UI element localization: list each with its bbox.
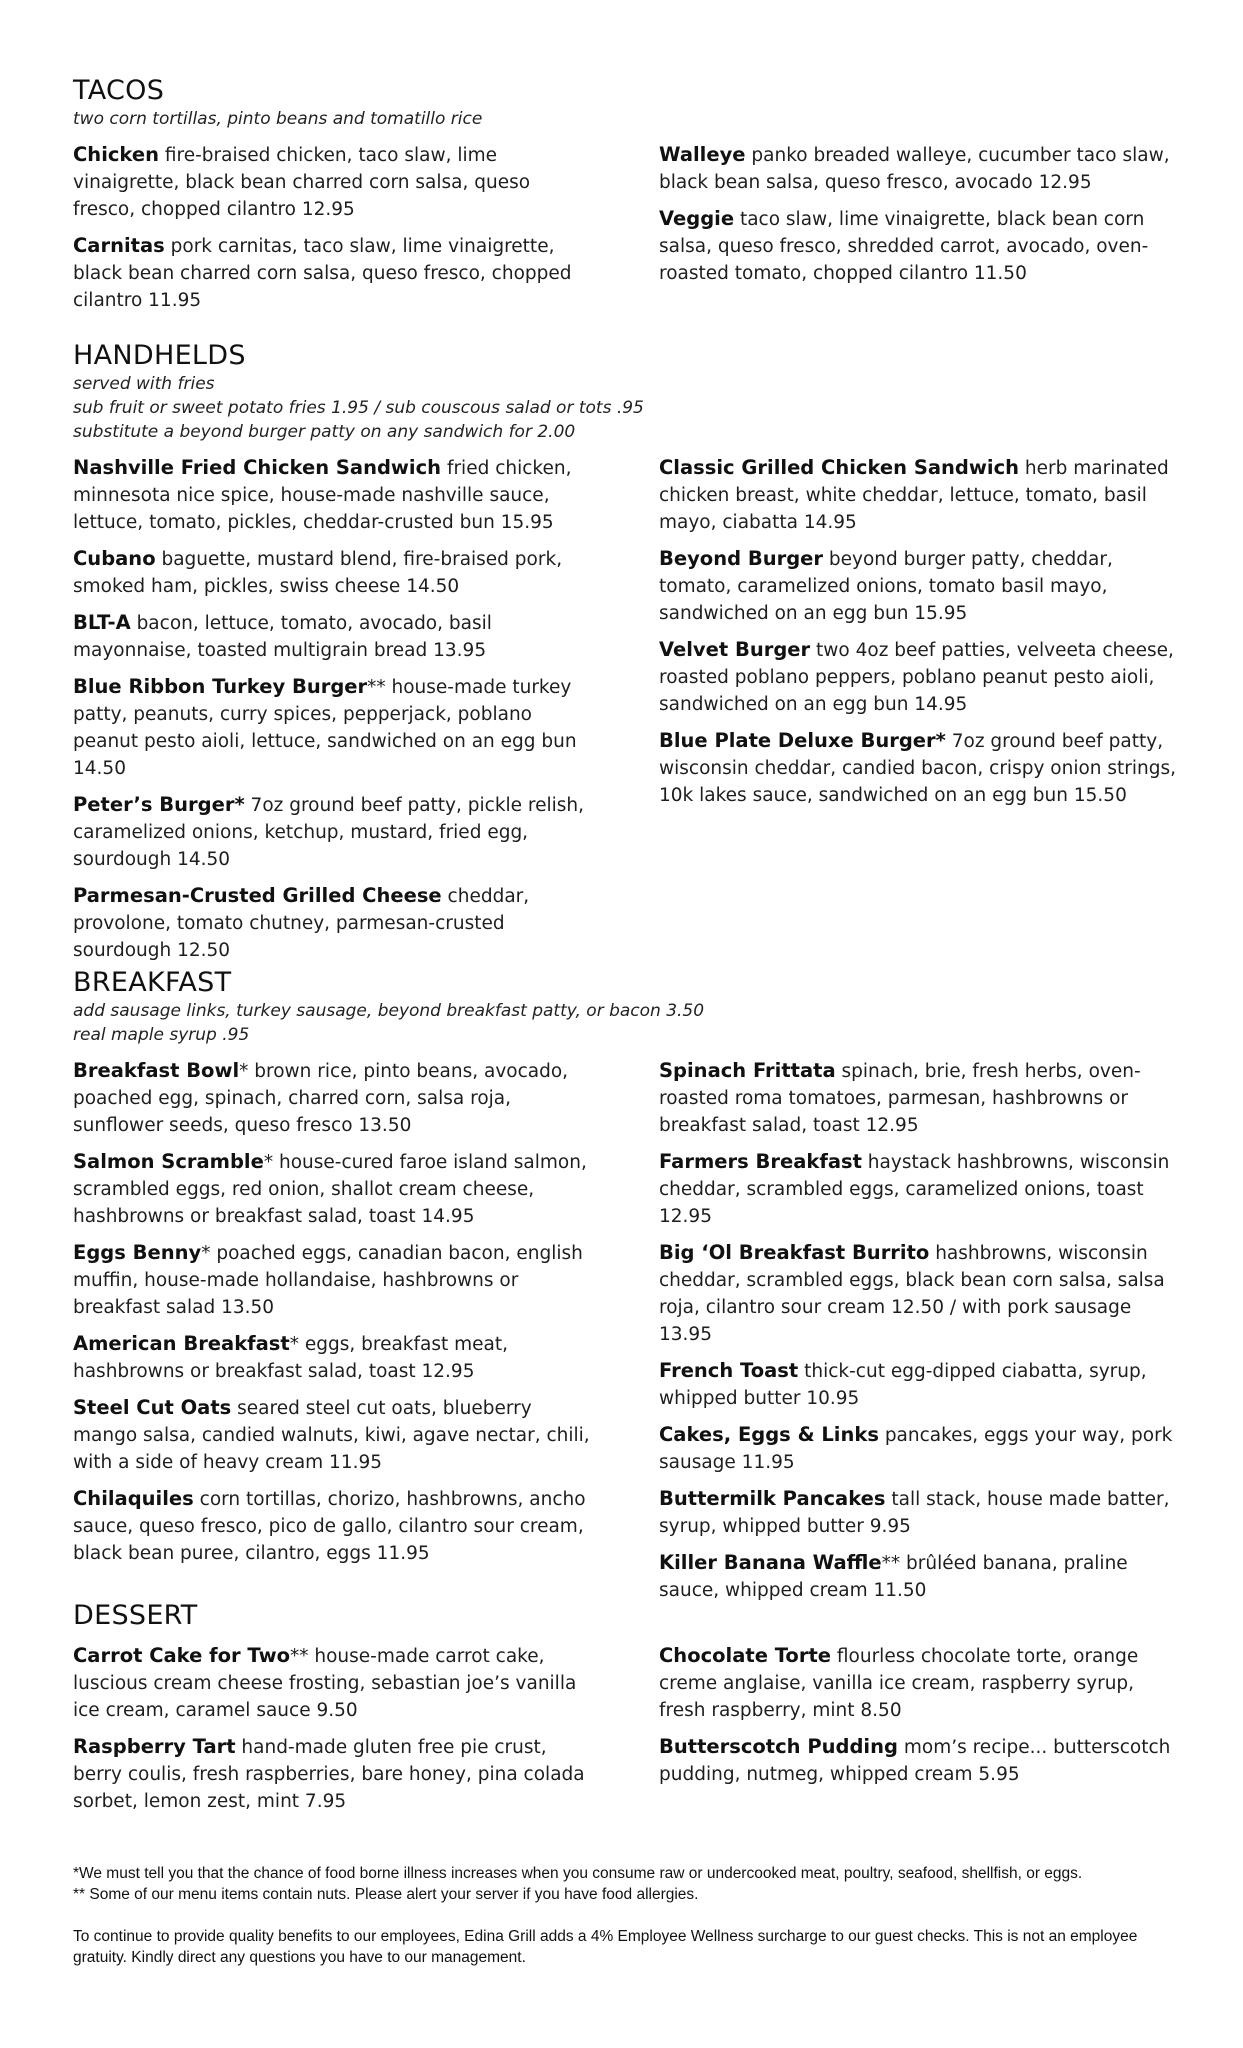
item-name: Peter’s Burger* bbox=[73, 793, 245, 816]
item-description: spinach, brie, fresh herbs, oven-roasted roma tomatoes, parmesan, hashbrowns or breakfast salad, toast 12.95 bbox=[659, 1061, 1141, 1136]
right-column bbox=[659, 1057, 1179, 1613]
item-description: mom’s recipe... butterscotch pudding, nutmeg, whipped cream 5.95 bbox=[659, 1737, 1171, 1785]
item-name: Killer Banana Waffle bbox=[659, 1551, 882, 1574]
section-note: substitute a beyond burger patty on any sandwich for 2.00 bbox=[73, 422, 576, 442]
section-note: two corn tortillas, pinto beans and tomatillo rice bbox=[73, 109, 483, 129]
nut-allergy-warning: ** Some of our menu items contain nuts. Please alert your server if you have food allergies. bbox=[73, 1886, 699, 1903]
menu-item bbox=[73, 1733, 593, 1815]
menu-item bbox=[73, 1057, 593, 1139]
item-description: ** house-made carrot cake, luscious cream cheese frosting, sebastian joe’s vanilla ice cream, caramel sauce 9.50 bbox=[73, 1646, 577, 1721]
item-description: fried chicken, minnesota nice spice, house-made nashville sauce, lettuce, tomato, pickles, cheddar-crusted bun 15.95 bbox=[73, 458, 572, 533]
left-column bbox=[73, 141, 593, 323]
item-name: French Toast bbox=[659, 1359, 799, 1382]
menu-item bbox=[73, 609, 593, 664]
section-breakfast bbox=[73, 967, 1183, 1601]
item-name: Butterscotch Pudding bbox=[659, 1735, 898, 1758]
item-name: Big ‘Ol Breakfast Burrito bbox=[659, 1241, 930, 1264]
menu-item bbox=[73, 1330, 593, 1385]
menu-item bbox=[659, 1057, 1179, 1139]
menu-item bbox=[659, 141, 1179, 196]
menu-item bbox=[659, 454, 1179, 536]
item-name: Salmon Scramble bbox=[73, 1150, 264, 1173]
item-name: Beyond Burger bbox=[659, 547, 823, 570]
menu-item bbox=[659, 1421, 1179, 1476]
item-description: * eggs, breakfast meat, hashbrowns or breakfast salad, toast 12.95 bbox=[73, 1334, 509, 1382]
menu-item bbox=[73, 1239, 593, 1321]
menu-item bbox=[659, 1357, 1179, 1412]
footer-gap bbox=[73, 1905, 1183, 1926]
item-description: herb marinated chicken breast, white cheddar, lettuce, tomato, basil mayo, ciabatta 14.95 bbox=[659, 458, 1169, 533]
item-name: Blue Ribbon Turkey Burger bbox=[73, 675, 368, 698]
menu-item bbox=[73, 673, 593, 782]
menu-item bbox=[659, 1239, 1179, 1348]
left-column bbox=[73, 1057, 593, 1576]
right-column bbox=[659, 454, 1179, 818]
section-handhelds bbox=[73, 340, 1183, 961]
menu-columns bbox=[73, 1057, 1183, 1601]
section-title: DESSERT bbox=[73, 1600, 198, 1631]
menu-item bbox=[73, 1394, 593, 1476]
item-description: beyond burger patty, cheddar, tomato, caramelized onions, tomato basil mayo, sandwiched on an egg bun 15.95 bbox=[659, 549, 1113, 624]
item-description: haystack hashbrowns, wisconsin cheddar, scrambled eggs, caramelized onions, toast 12.95 bbox=[659, 1152, 1170, 1227]
menu-item bbox=[73, 791, 593, 873]
foodborne-illness-warning: *We must tell you that the chance of food borne illness increases when you consume raw or undercooked meat, poultry, seafood, shellfish, or eggs. bbox=[73, 1865, 1083, 1882]
left-column bbox=[73, 1642, 593, 1824]
item-description: * poached eggs, canadian bacon, english muffin, house-made hollandaise, hashbrowns or breakfast salad 13.50 bbox=[73, 1243, 583, 1318]
section-title: HANDHELDS bbox=[73, 340, 246, 371]
right-column bbox=[659, 141, 1179, 296]
item-name: Farmers Breakfast bbox=[659, 1150, 862, 1173]
item-name: Carrot Cake for Two bbox=[73, 1644, 290, 1667]
item-description: ** brûléed banana, praline sauce, whipped cream 11.50 bbox=[659, 1553, 1128, 1601]
item-description: panko breaded walleye, cucumber taco slaw, black bean salsa, queso fresco, avocado 12.95 bbox=[659, 145, 1170, 193]
section-note: real maple syrup .95 bbox=[73, 1025, 250, 1045]
footer bbox=[73, 1863, 1183, 1968]
menu-item bbox=[73, 545, 593, 600]
wellness-surcharge-note: To continue to provide quality benefits to our employees, Edina Grill adds a 4% Employee Wellness surcharge to our guest checks. This is not an employee gratuity. Kindly direct any questions you have to our management. bbox=[73, 1928, 1138, 1966]
item-description: hashbrowns, wisconsin cheddar, scrambled eggs, black bean corn salsa, salsa roja, cilantro sour cream 12.50 / with pork sausage 13.95 bbox=[659, 1243, 1165, 1345]
item-description: 7oz ground beef patty, wisconsin cheddar, candied bacon, crispy onion strings, 10k lakes sauce, sandwiched on an egg bun 15.50 bbox=[659, 731, 1177, 806]
item-description: two 4oz beef patties, velveeta cheese, roasted poblano peppers, poblano peanut pesto aioli, sandwiched on an egg bun 14.95 bbox=[659, 640, 1174, 715]
right-column bbox=[659, 1642, 1179, 1797]
section-dessert bbox=[73, 1600, 1183, 1812]
item-description: 7oz ground beef patty, pickle relish, caramelized onions, ketchup, mustard, fried egg, sourdough 14.50 bbox=[73, 795, 585, 870]
menu-item bbox=[73, 1642, 593, 1724]
item-description: pork carnitas, taco slaw, lime vinaigrette, black bean charred corn salsa, queso fresco, chopped cilantro 11.95 bbox=[73, 236, 572, 311]
section-note: add sausage links, turkey sausage, beyond breakfast patty, or bacon 3.50 bbox=[73, 1001, 705, 1021]
item-description: flourless chocolate torte, orange creme anglaise, vanilla ice cream, raspberry syrup, fresh raspberry, mint 8.50 bbox=[659, 1646, 1139, 1721]
menu-item bbox=[659, 1549, 1179, 1604]
menu-item bbox=[659, 636, 1179, 718]
item-name: Carnitas bbox=[73, 234, 165, 257]
menu-columns bbox=[73, 141, 1183, 316]
item-name: Parmesan-Crusted Grilled Cheese bbox=[73, 884, 442, 907]
item-description: corn tortillas, chorizo, hashbrowns, ancho sauce, queso fresco, pico de gallo, cilantro sour cream, black bean puree, cilantro, eggs 11.95 bbox=[73, 1489, 586, 1564]
menu-item bbox=[659, 545, 1179, 627]
section-note: sub fruit or sweet potato fries 1.95 / sub couscous salad or tots .95 bbox=[73, 398, 644, 418]
item-description: hand-made gluten free pie crust, berry coulis, fresh raspberries, bare honey, pina colada sorbet, lemon zest, mint 7.95 bbox=[73, 1737, 585, 1812]
menu-item bbox=[73, 454, 593, 536]
item-name: Blue Plate Deluxe Burger* bbox=[659, 729, 946, 752]
item-name: Steel Cut Oats bbox=[73, 1396, 232, 1419]
item-name: Spinach Frittata bbox=[659, 1059, 836, 1082]
item-description: thick-cut egg-dipped ciabatta, syrup, whipped butter 10.95 bbox=[659, 1361, 1147, 1409]
item-description: taco slaw, lime vinaigrette, black bean corn salsa, queso fresco, shredded carrot, avocado, oven-roasted tomato, chopped cilantro 11.50 bbox=[659, 209, 1149, 284]
item-name: Cubano bbox=[73, 547, 156, 570]
item-description: bacon, lettuce, tomato, avocado, basil mayonnaise, toasted multigrain bread 13.95 bbox=[73, 613, 492, 661]
item-name: Velvet Burger bbox=[659, 638, 811, 661]
menu-item bbox=[73, 1148, 593, 1230]
menu-columns bbox=[73, 1642, 1183, 1812]
menu-item bbox=[659, 1733, 1179, 1788]
item-name: Classic Grilled Chicken Sandwich bbox=[659, 456, 1020, 479]
item-description: cheddar, provolone, tomato chutney, parmesan-crusted sourdough 12.50 bbox=[73, 886, 530, 961]
item-description: baguette, mustard blend, fire-braised pork, smoked ham, pickles, swiss cheese 14.50 bbox=[73, 549, 563, 597]
item-description: * house-cured faroe island salmon, scrambled eggs, red onion, shallot cream cheese, hashbrowns or breakfast salad, toast 14.95 bbox=[73, 1152, 587, 1227]
item-name: Chicken bbox=[73, 143, 159, 166]
item-name: Walleye bbox=[659, 143, 746, 166]
item-name: Raspberry Tart bbox=[73, 1735, 236, 1758]
item-name: Eggs Benny bbox=[73, 1241, 202, 1264]
item-name: Nashville Fried Chicken Sandwich bbox=[73, 456, 442, 479]
menu-item bbox=[659, 1148, 1179, 1230]
item-description: * brown rice, pinto beans, avocado, poached egg, spinach, charred corn, salsa roja, sunflower seeds, queso fresco 13.50 bbox=[73, 1061, 569, 1136]
item-name: Chilaquiles bbox=[73, 1487, 194, 1510]
menu-columns bbox=[73, 454, 1183, 961]
item-name: American Breakfast bbox=[73, 1332, 290, 1355]
item-name: Cakes, Eggs & Links bbox=[659, 1423, 879, 1446]
item-description: fire-braised chicken, taco slaw, lime vinaigrette, black bean charred corn salsa, queso fresco, chopped cilantro 12.95 bbox=[73, 145, 531, 220]
menu-item bbox=[659, 1485, 1179, 1540]
item-name: BLT-A bbox=[73, 611, 131, 634]
item-description: tall stack, house made batter, syrup, whipped butter 9.95 bbox=[659, 1489, 1170, 1537]
item-description: pancakes, eggs your way, pork sausage 11.95 bbox=[659, 1425, 1173, 1473]
menu-item bbox=[73, 141, 593, 223]
section-note: served with fries bbox=[73, 374, 215, 394]
menu-item bbox=[73, 1485, 593, 1567]
item-description: seared steel cut oats, blueberry mango salsa, candied walnuts, kiwi, agave nectar, chili, with a side of heavy cream 11.95 bbox=[73, 1398, 590, 1473]
item-name: Buttermilk Pancakes bbox=[659, 1487, 886, 1510]
item-description: ** house-made turkey patty, peanuts, curry spices, pepperjack, poblano peanut pesto aioli, lettuce, sandwiched on an egg bun 14.50 bbox=[73, 677, 577, 779]
section-title: BREAKFAST bbox=[73, 967, 232, 998]
menu-item bbox=[73, 232, 593, 314]
item-name: Chocolate Torte bbox=[659, 1644, 831, 1667]
menu-item bbox=[659, 1642, 1179, 1724]
item-name: Veggie bbox=[659, 207, 735, 230]
menu-item bbox=[659, 205, 1179, 287]
section-tacos bbox=[73, 75, 1183, 316]
menu-item bbox=[73, 882, 593, 964]
left-column bbox=[73, 454, 593, 973]
menu-item bbox=[659, 727, 1179, 809]
section-title: TACOS bbox=[73, 75, 165, 106]
item-name: Breakfast Bowl bbox=[73, 1059, 240, 1082]
